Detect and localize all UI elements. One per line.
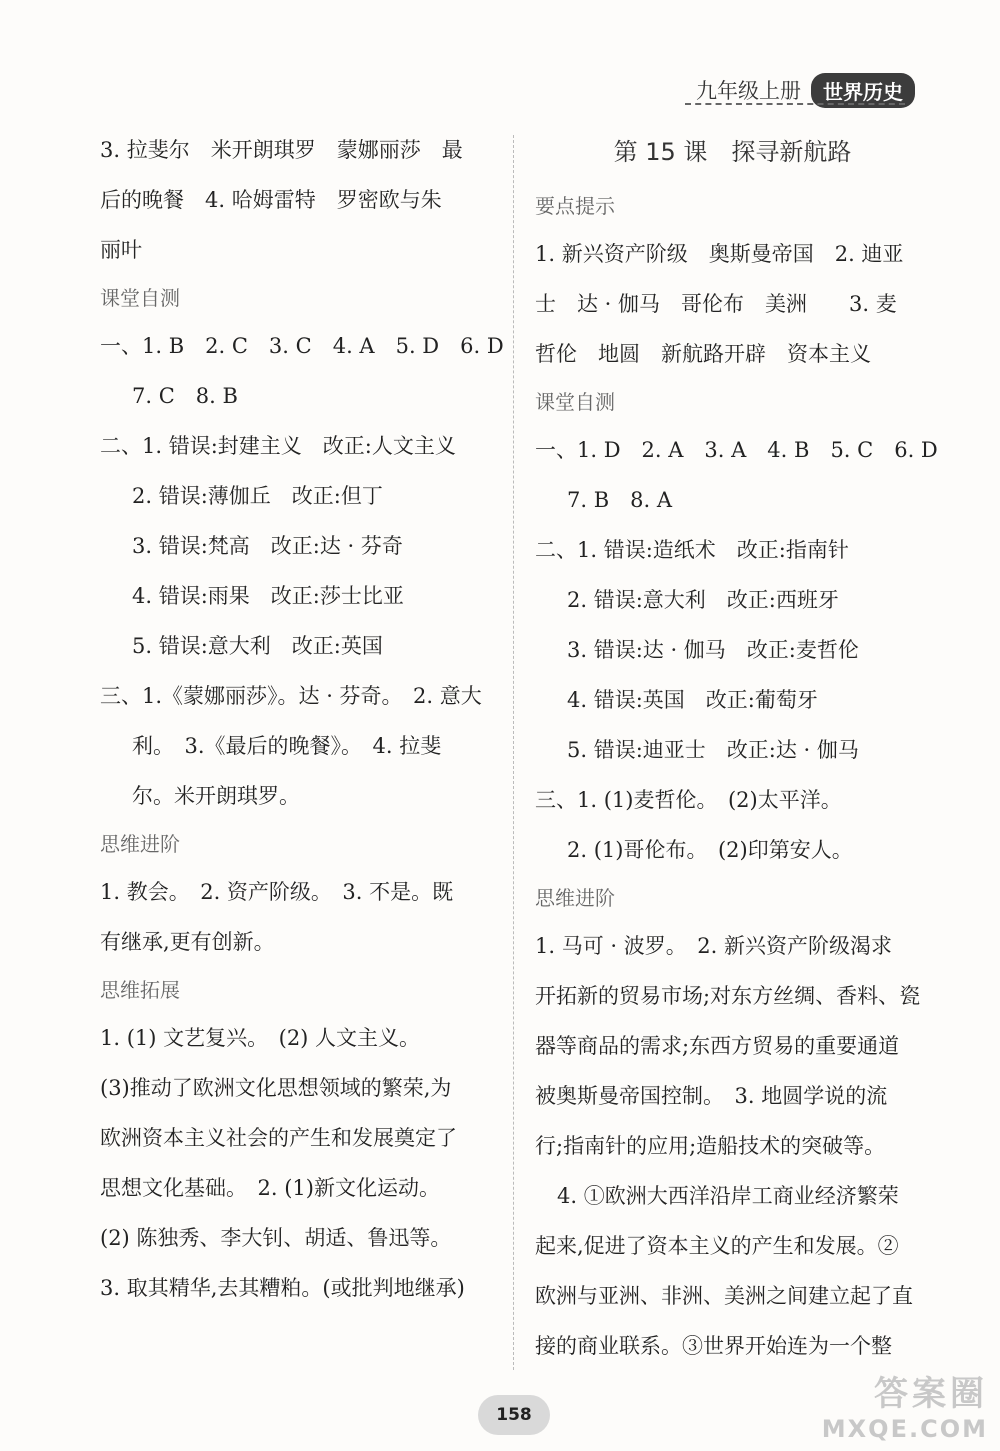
section-heading: 思维进阶 xyxy=(535,886,615,910)
answer-line: 5. 错误:迪亚士 改正:达 · 伽马 xyxy=(567,738,859,762)
answer-line: 1. 马可 · 波罗。 2. 新兴资产阶级渴求 xyxy=(535,934,892,958)
answer-line: 有继承,更有创新。 xyxy=(100,930,275,954)
answer-line: 5. 错误:意大利 改正:英国 xyxy=(132,634,383,658)
answer-line: 7. C 8. B xyxy=(132,384,238,408)
answer-line: 4. 错误:雨果 改正:莎士比亚 xyxy=(132,584,404,608)
answer-line: 开拓新的贸易市场;对东方丝绸、香料、瓷 xyxy=(535,984,921,1008)
answer-line: 4. 错误:英国 改正:葡萄牙 xyxy=(567,688,818,712)
answer-line: 3. 拉斐尔 米开朗琪罗 蒙娜丽莎 最 xyxy=(100,138,463,162)
answer-line: 思想文化基础。 2. (1)新文化运动。 xyxy=(100,1176,440,1200)
answer-line: 起来,促进了资本主义的产生和发展。② xyxy=(535,1234,899,1258)
answer-line: 接的商业联系。③世界开始连为一个整 xyxy=(535,1334,892,1358)
answer-line: 丽叶 xyxy=(100,238,142,262)
answer-line: 欧洲资本主义社会的产生和发展奠定了 xyxy=(100,1126,457,1150)
answer-line: 后的晚餐 4. 哈姆雷特 罗密欧与朱 xyxy=(100,188,442,212)
answer-line: 三、1. (1)麦哲伦。 (2)太平洋。 xyxy=(535,788,842,812)
section-heading: 要点提示 xyxy=(535,194,615,218)
answer-line: 三、1.《蒙娜丽莎》。达 · 芬奇。 2. 意大 xyxy=(100,684,482,708)
watermark-logo-text: 答案圈 xyxy=(874,1374,988,1414)
answer-line: 行;指南针的应用;造船技术的突破等。 xyxy=(535,1134,886,1158)
column-divider xyxy=(513,135,514,1370)
section-heading: 课堂自测 xyxy=(535,390,615,414)
answer-line: 器等商品的需求;东西方贸易的重要通道 xyxy=(535,1034,900,1058)
answer-line: 3. 错误:达 · 伽马 改正:麦哲伦 xyxy=(567,638,859,662)
grade-label: 九年级上册 xyxy=(696,79,801,103)
section-heading: 思维进阶 xyxy=(100,832,180,856)
answer-line: 二、1. 错误:造纸术 改正:指南针 xyxy=(535,538,849,562)
answer-line: 士 达 · 伽马 哥伦布 美洲 3. 麦 xyxy=(535,292,897,316)
answer-line: 3. 错误:梵高 改正:达 · 芬奇 xyxy=(132,534,403,558)
section-heading: 课堂自测 xyxy=(100,286,180,310)
answer-line: 一、1. D 2. A 3. A 4. B 5. C 6. D xyxy=(535,438,938,462)
answer-line: 2. 错误:薄伽丘 改正:但丁 xyxy=(132,484,383,508)
subject-badge: 世界历史 xyxy=(811,73,915,108)
answer-line: 欧洲与亚洲、非洲、美洲之间建立起了直 xyxy=(535,1284,913,1308)
page-number: 158 xyxy=(478,1395,550,1435)
answer-line: 利。 3.《最后的晚餐》。 4. 拉斐 xyxy=(132,734,442,758)
watermark-url: MXQE.COM xyxy=(821,1415,988,1443)
section-heading: 思维拓展 xyxy=(100,978,180,1002)
answer-line: 1. (1) 文艺复兴。 (2) 人文主义。 xyxy=(100,1026,421,1050)
answer-line: 1. 新兴资产阶级 奥斯曼帝国 2. 迪亚 xyxy=(535,242,904,266)
answer-line: 尔。米开朗琪罗。 xyxy=(132,784,300,808)
answer-line: 7. B 8. A xyxy=(567,488,673,512)
answer-line: 1. 教会。 2. 资产阶级。 3. 不是。既 xyxy=(100,880,454,904)
answer-line: 2. 错误:意大利 改正:西班牙 xyxy=(567,588,839,612)
answer-line: 3. 取其精华,去其糟粕。(或批判地继承) xyxy=(100,1276,465,1300)
answer-line: 一、1. B 2. C 3. C 4. A 5. D 6. D xyxy=(100,334,504,358)
right-column xyxy=(535,125,938,1371)
left-column xyxy=(100,125,504,1313)
answer-line: (3)推动了欧洲文化思想领域的繁荣,为 xyxy=(100,1076,452,1100)
answer-line: (2) 陈独秀、李大钊、胡适、鲁迅等。 xyxy=(100,1226,452,1250)
answer-line: 2. (1)哥伦布。 (2)印第安人。 xyxy=(567,838,853,862)
answer-line: 哲伦 地圆 新航路开辟 资本主义 xyxy=(535,342,871,366)
answer-line: 二、1. 错误:封建主义 改正:人文主义 xyxy=(100,434,456,458)
header-rule xyxy=(685,103,905,105)
lesson-title: 第 15 课 探寻新航路 xyxy=(613,138,852,166)
answer-line: 被奥斯曼帝国控制。 3. 地圆学说的流 xyxy=(535,1084,888,1108)
answer-line: 4. ①欧洲大西洋沿岸工商业经济繁荣 xyxy=(557,1184,899,1208)
watermark xyxy=(822,1366,988,1443)
